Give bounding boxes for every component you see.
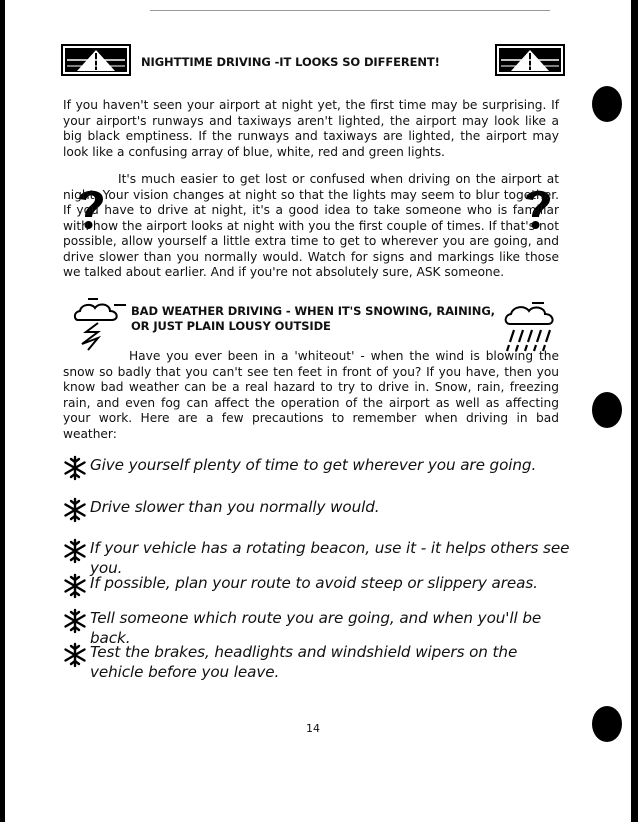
tip-text: Drive slower than you normally would. [90,498,380,516]
list-item [62,538,572,578]
section-title-nighttime: NIGHTTIME DRIVING -IT LOOKS SO DIFFERENT! [141,55,440,69]
tip-text: Give yourself plenty of time to get wherever you are going. [90,456,537,474]
binder-hole-icon [592,706,622,742]
paragraph-night-intro: If you haven't seen your airport at night yet, the first time may be surprising. If your airport's runways and taxiways aren't lighted, the airport may look like a big black emptiness. If the runways and taxiways are lighted, the airport may look like a confusing array of blue, white, red and green lights. [63,98,559,159]
snowflake-icon [62,455,88,481]
snowflake-icon [62,642,88,668]
tip-text: Tell someone which route you are going, and when you'll be back. [90,609,542,647]
paragraph-bad-weather: Have you ever been in a 'whiteout' - when the wind is blowing the snow so badly that you can't see ten feet in front of you? If you have, then you know bad weather can be a real hazard to try to drive in. Snow, rain, freezing rain, and even fog can affect the operation of the airport as well as affecting your work. Here are a few precautions to remember when driving in bad weather: [63,349,559,441]
rain-cloud-icon [498,300,562,356]
list-item [62,455,572,481]
binder-hole-icon [592,86,622,122]
tip-text: If possible, plan your route to avoid steep or slippery areas. [90,574,538,592]
top-rule [150,10,550,11]
binder-hole-icon [592,392,622,428]
runway-icon [495,44,565,76]
list-item [62,573,572,599]
snowflake-icon [62,497,88,523]
snowflake-icon [62,608,88,634]
snowflake-icon [62,573,88,599]
tip-text: Test the brakes, headlights and windshield wipers on the vehicle before you leave. [90,643,518,681]
list-item [62,497,572,523]
page-number: 14 [306,722,320,735]
list-item [62,642,562,682]
snowflake-icon [62,538,88,564]
storm-cloud-lightning-icon [68,296,132,354]
runway-icon [61,44,131,76]
scan-edge-right [631,0,638,822]
tip-text: If your vehicle has a rotating beacon, use it - it helps others see you. [90,539,570,577]
paragraph-night-advice: It's much easier to get lost or confused when driving on the airport at night. Your vision changes at night so that the lights may seem to blur together. If you have to drive at night, it's a good idea to take someone who is familiar with how the airport looks at night with you the first couple of times. If that's not possible, allow yourself a little extra time to get to wherever you are going, and drive slower than you normally would. Watch for signs and markings like those we talked about earlier. And if you're not absolutely sure, ASK someone. [63,172,559,279]
section-title-bad-weather: BAD WEATHER DRIVING - WHEN IT'S SNOWING, RAINING, OR JUST PLAIN LOUSY OUTSIDE [131,304,495,333]
scan-edge-left [0,0,5,822]
